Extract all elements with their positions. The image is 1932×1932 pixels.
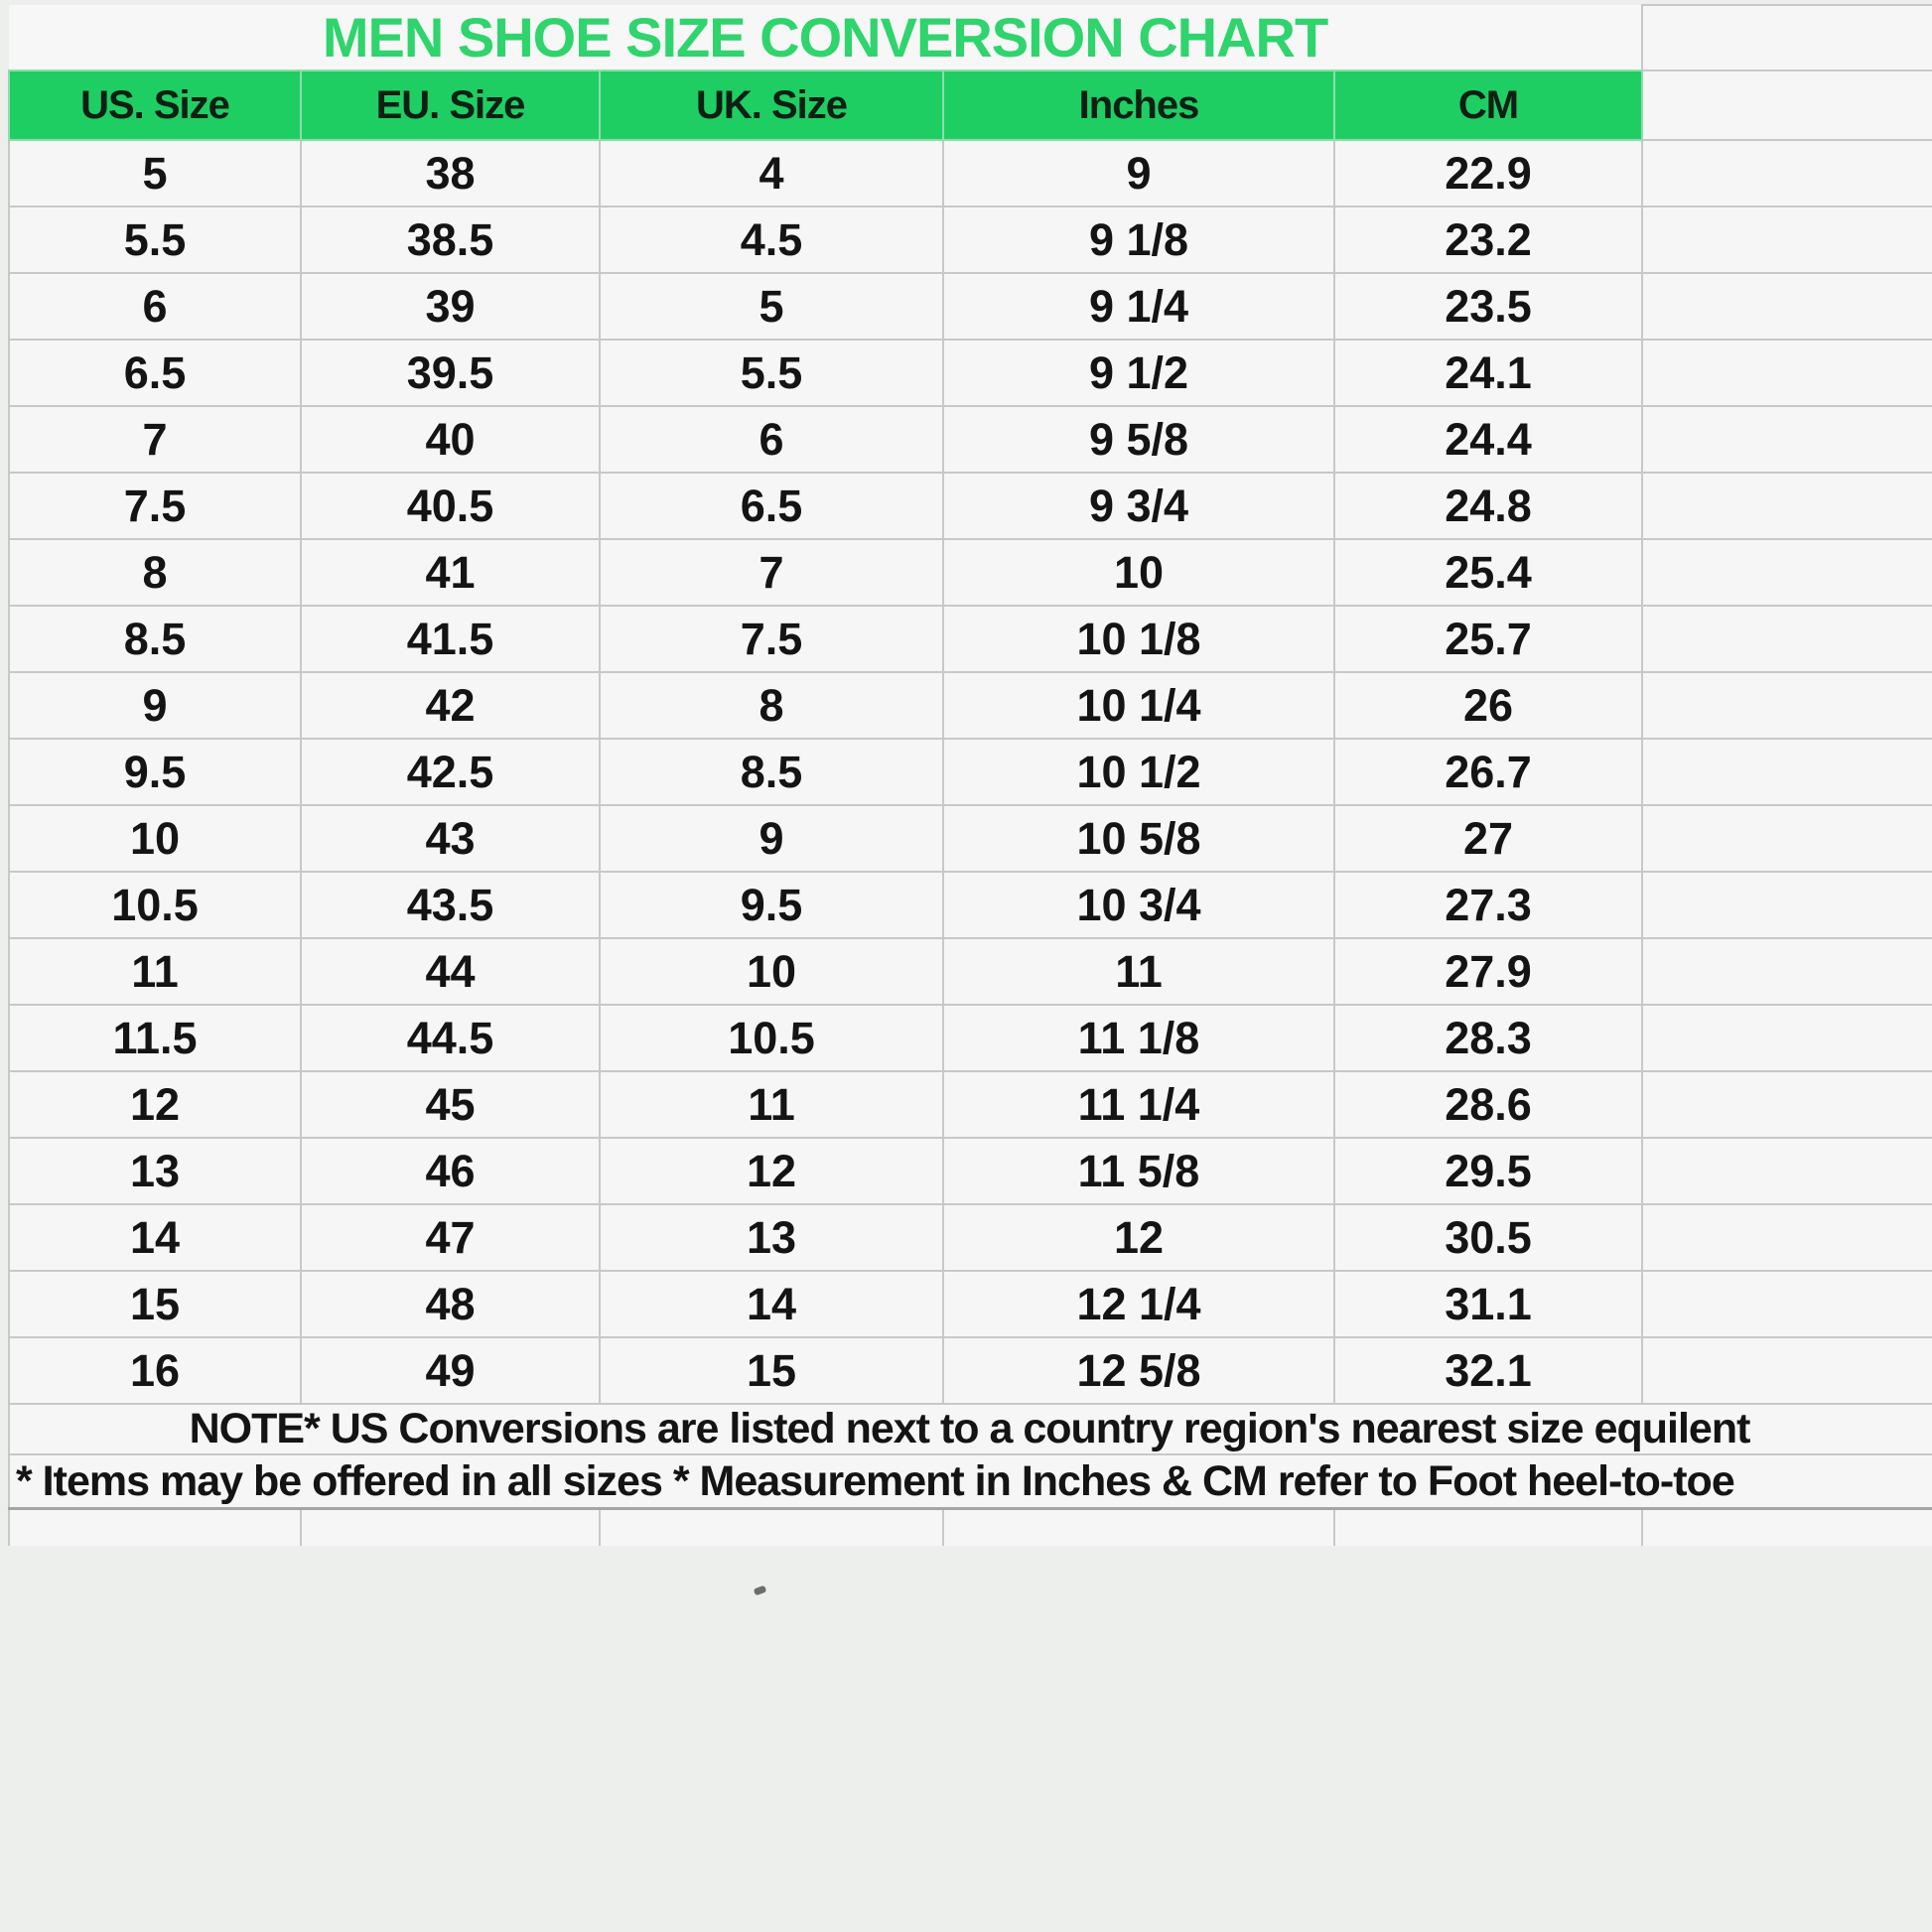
cell: 11 5/8 xyxy=(943,1138,1334,1204)
cell: 45 xyxy=(301,1071,600,1138)
cell: 10 xyxy=(943,539,1334,606)
cell: 8 xyxy=(600,672,943,739)
table-row xyxy=(9,473,1932,539)
note-line-1: NOTE* US Conversions are listed next to a country region's nearest size equilent xyxy=(9,1404,1932,1454)
empty-cell xyxy=(1642,70,1932,140)
cell: 9 1/2 xyxy=(943,340,1334,406)
empty-cell xyxy=(1642,140,1932,207)
column-header-inches: Inches xyxy=(943,70,1334,140)
empty-cell xyxy=(1642,739,1932,805)
empty-cell xyxy=(1642,207,1932,273)
cell: 10 3/4 xyxy=(943,872,1334,938)
cell: 13 xyxy=(600,1204,943,1271)
cell: 4.5 xyxy=(600,207,943,273)
title-section xyxy=(9,5,1932,70)
empty-cell xyxy=(1642,406,1932,473)
cell: 9 3/4 xyxy=(943,473,1334,539)
empty-cell xyxy=(600,1509,943,1547)
table-row xyxy=(9,1005,1932,1071)
cell: 9 1/4 xyxy=(943,273,1334,340)
cell: 5.5 xyxy=(600,340,943,406)
empty-cell xyxy=(1642,1509,1932,1547)
header-section xyxy=(9,70,1932,140)
cell: 10 5/8 xyxy=(943,805,1334,872)
table-row xyxy=(9,739,1932,805)
table-row xyxy=(9,207,1932,273)
table-row xyxy=(9,539,1932,606)
bottom-stub-row xyxy=(9,1509,1932,1547)
cell: 11.5 xyxy=(9,1005,301,1071)
table-body xyxy=(9,140,1932,1404)
cell: 12 xyxy=(600,1138,943,1204)
cell: 7.5 xyxy=(9,473,301,539)
empty-cell xyxy=(1642,1138,1932,1204)
table-row xyxy=(9,1271,1932,1337)
cell: 23.5 xyxy=(1334,273,1642,340)
stray-mark xyxy=(754,1586,767,1596)
note-line-2: * Items may be offered in all sizes * Measurement in Inches & CM refer to Foot heel-to-toe xyxy=(9,1454,1932,1509)
cell: 49 xyxy=(301,1337,600,1404)
title-row xyxy=(9,5,1932,70)
cell: 38.5 xyxy=(301,207,600,273)
cell: 28.6 xyxy=(1334,1071,1642,1138)
cell: 31.1 xyxy=(1334,1271,1642,1337)
cell: 10 xyxy=(600,938,943,1005)
table-row xyxy=(9,1138,1932,1204)
cell: 11 1/8 xyxy=(943,1005,1334,1071)
empty-cell xyxy=(9,1509,301,1547)
cell: 29.5 xyxy=(1334,1138,1642,1204)
cell: 11 1/4 xyxy=(943,1071,1334,1138)
empty-cell xyxy=(1642,5,1932,70)
cell: 10 1/8 xyxy=(943,606,1334,672)
empty-cell xyxy=(1642,805,1932,872)
empty-cell xyxy=(1334,1509,1642,1547)
cell: 42 xyxy=(301,672,600,739)
empty-cell xyxy=(1642,473,1932,539)
cell: 8.5 xyxy=(9,606,301,672)
cell: 24.4 xyxy=(1334,406,1642,473)
cell: 41 xyxy=(301,539,600,606)
table-row xyxy=(9,273,1932,340)
empty-cell xyxy=(1642,672,1932,739)
cell: 41.5 xyxy=(301,606,600,672)
column-header-cm: CM xyxy=(1334,70,1642,140)
cell: 6 xyxy=(600,406,943,473)
cell: 16 xyxy=(9,1337,301,1404)
cell: 38 xyxy=(301,140,600,207)
cell: 5.5 xyxy=(9,207,301,273)
table-row xyxy=(9,938,1932,1005)
cell: 12 xyxy=(9,1071,301,1138)
cell: 14 xyxy=(600,1271,943,1337)
cell: 10 xyxy=(9,805,301,872)
cell: 26 xyxy=(1334,672,1642,739)
cell: 9 xyxy=(600,805,943,872)
cell: 43.5 xyxy=(301,872,600,938)
cell: 12 1/4 xyxy=(943,1271,1334,1337)
empty-cell xyxy=(1642,872,1932,938)
notes-section xyxy=(9,1404,1932,1546)
empty-cell xyxy=(1642,539,1932,606)
table-row xyxy=(9,1071,1932,1138)
cell: 23.2 xyxy=(1334,207,1642,273)
cell: 6.5 xyxy=(9,340,301,406)
cell: 5 xyxy=(9,140,301,207)
cell: 14 xyxy=(9,1204,301,1271)
cell: 11 xyxy=(600,1071,943,1138)
table-row xyxy=(9,1337,1932,1404)
empty-cell xyxy=(1642,340,1932,406)
table-row xyxy=(9,340,1932,406)
cell: 10 1/4 xyxy=(943,672,1334,739)
column-header-eu-size: EU. Size xyxy=(301,70,600,140)
cell: 5 xyxy=(600,273,943,340)
cell: 46 xyxy=(301,1138,600,1204)
cell: 9 1/8 xyxy=(943,207,1334,273)
cell: 4 xyxy=(600,140,943,207)
cell: 11 xyxy=(943,938,1334,1005)
cell: 27.9 xyxy=(1334,938,1642,1005)
cell: 30.5 xyxy=(1334,1204,1642,1271)
cell: 39 xyxy=(301,273,600,340)
empty-cell xyxy=(1642,1204,1932,1271)
note-row-2 xyxy=(9,1454,1932,1509)
cell: 8.5 xyxy=(600,739,943,805)
table-row xyxy=(9,672,1932,739)
table-row xyxy=(9,805,1932,872)
cell: 25.7 xyxy=(1334,606,1642,672)
cell: 47 xyxy=(301,1204,600,1271)
cell: 10.5 xyxy=(9,872,301,938)
cell: 44 xyxy=(301,938,600,1005)
column-header-uk-size: UK. Size xyxy=(600,70,943,140)
cell: 25.4 xyxy=(1334,539,1642,606)
cell: 7 xyxy=(9,406,301,473)
empty-cell xyxy=(1642,1071,1932,1138)
cell: 15 xyxy=(9,1271,301,1337)
empty-cell xyxy=(301,1509,600,1547)
cell: 6.5 xyxy=(600,473,943,539)
cell: 10.5 xyxy=(600,1005,943,1071)
cell: 9 xyxy=(9,672,301,739)
empty-cell xyxy=(1642,938,1932,1005)
table-row xyxy=(9,606,1932,672)
cell: 32.1 xyxy=(1334,1337,1642,1404)
cell: 11 xyxy=(9,938,301,1005)
cell: 27 xyxy=(1334,805,1642,872)
empty-cell xyxy=(1642,1005,1932,1071)
cell: 9.5 xyxy=(9,739,301,805)
cell: 42.5 xyxy=(301,739,600,805)
cell: 9 xyxy=(943,140,1334,207)
cell: 26.7 xyxy=(1334,739,1642,805)
cell: 22.9 xyxy=(1334,140,1642,207)
cell: 7 xyxy=(600,539,943,606)
cell: 13 xyxy=(9,1138,301,1204)
table-row xyxy=(9,140,1932,207)
cell: 8 xyxy=(9,539,301,606)
cell: 9.5 xyxy=(600,872,943,938)
empty-cell xyxy=(943,1509,1334,1547)
cell: 39.5 xyxy=(301,340,600,406)
empty-cell xyxy=(1642,273,1932,340)
cell: 12 xyxy=(943,1204,1334,1271)
cell: 9 5/8 xyxy=(943,406,1334,473)
cell: 12 5/8 xyxy=(943,1337,1334,1404)
empty-cell xyxy=(1642,1271,1932,1337)
cell: 7.5 xyxy=(600,606,943,672)
cell: 24.1 xyxy=(1334,340,1642,406)
header-row xyxy=(9,70,1932,140)
empty-cell xyxy=(1642,606,1932,672)
table-row xyxy=(9,872,1932,938)
cell: 6 xyxy=(9,273,301,340)
empty-cell xyxy=(1642,1337,1932,1404)
cell: 48 xyxy=(301,1271,600,1337)
cell: 40 xyxy=(301,406,600,473)
column-header-us-size: US. Size xyxy=(9,70,301,140)
table-row xyxy=(9,406,1932,473)
note-row-1 xyxy=(9,1404,1932,1454)
cell: 27.3 xyxy=(1334,872,1642,938)
cell: 44.5 xyxy=(301,1005,600,1071)
chart-title: MEN SHOE SIZE CONVERSION CHART xyxy=(9,5,1642,70)
cell: 43 xyxy=(301,805,600,872)
table-row xyxy=(9,1204,1932,1271)
cell: 10 1/2 xyxy=(943,739,1334,805)
cell: 15 xyxy=(600,1337,943,1404)
cell: 28.3 xyxy=(1334,1005,1642,1071)
shoe-size-conversion-table xyxy=(8,4,1932,1546)
cell: 40.5 xyxy=(301,473,600,539)
cell: 24.8 xyxy=(1334,473,1642,539)
